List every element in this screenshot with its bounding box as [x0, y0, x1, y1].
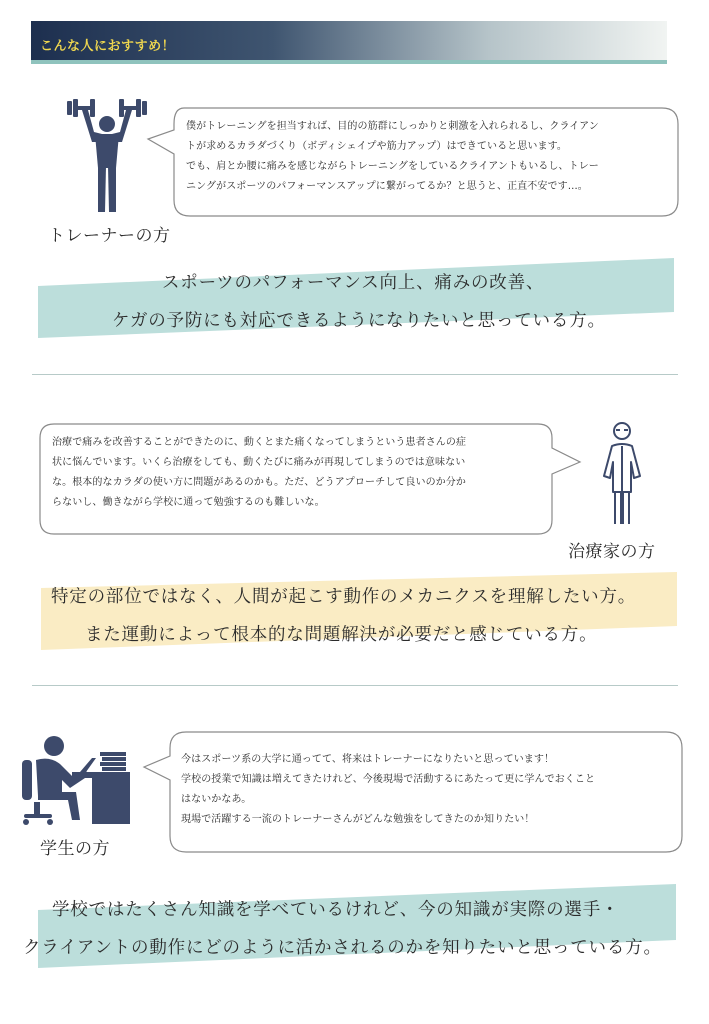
doctor-icon — [596, 418, 648, 528]
bubble-line: な。根本的なカラダの使い方に問題があるのかも。ただ、どうアプローチして良いのか分か — [52, 477, 466, 488]
trainer-label: トレーナーの方 — [48, 226, 171, 246]
bubble-line: 現場で活躍する一流のトレーナーさんがどんな勉強をしてきたのか知りたい！ — [181, 814, 535, 825]
bubble-line: トが求めるカラダづくり（ボディシェイプや筋力アップ）はできていると思います。 — [186, 141, 567, 152]
therapist-bubble-text — [52, 433, 466, 513]
bubble-line: らないし、働きながら学校に通って勉強するのも難しいな。 — [52, 497, 325, 508]
therapist-slogan-line: 特定の部位ではなく、人間が起こす動作のメカニクスを理解したい方。 — [51, 587, 637, 607]
therapist-slogan-line: また運動によって根本的な問題解決が必要だと感じている方。 — [85, 625, 598, 645]
bubble-line: 治療で痛みを改善することができたのに、動くとまた痛くなってしまうという患者さんの症 — [52, 437, 467, 448]
bubble-line: 状に悩んでいます。いくら治療をしても、動くたびに痛みが再現してしまうのでは意味ない — [52, 457, 466, 468]
weightlifter-icon — [64, 98, 150, 214]
bubble-line: はないかなあ。 — [181, 794, 252, 805]
bubble-line: 僕がトレーニングを担当すれば、目的の筋群にしっかりと刺激を入れられるし、クライアン — [186, 121, 599, 132]
student-label: 学生の方 — [40, 839, 110, 859]
bubble-line: でも、肩とか腰に痛みを感じながらトレーニングをしているクライアントもいるし、トレー — [186, 161, 599, 172]
trainer-bubble-text — [186, 117, 599, 197]
header-underline — [31, 60, 667, 64]
section-divider — [32, 685, 678, 686]
header-title: こんな人におすすめ！ — [40, 39, 176, 54]
therapist-label: 治療家の方 — [568, 542, 656, 562]
bubble-line: ニングがスポーツのパフォーマンスアップに繋がってるか？と思うと、正直不安です…。 — [186, 181, 588, 192]
student-slogan-line: クライアントの動作にどのように活かされるのかを知りたいと思っている方。 — [23, 938, 662, 958]
student-desk-icon — [20, 734, 132, 826]
bubble-line: 今はスポーツ系の大学に通ってて、将来はトレーナーになりたいと思っています！ — [181, 754, 555, 765]
trainer-slogan-line: ケガの予防にも対応できるようになりたいと思っている方。 — [112, 311, 606, 331]
student-slogan-line: 学校ではたくさん知識を学べているけれど、今の知識が実際の選手・ — [52, 900, 620, 920]
trainer-slogan-line: スポーツのパフォーマンス向上、痛みの改善、 — [162, 273, 545, 293]
section-divider — [32, 374, 678, 375]
student-bubble-text — [181, 750, 595, 830]
bubble-line: 学校の授業で知識は増えてきたけれど、今後現場で活動するにあたって更に学んでおくこと — [181, 774, 596, 785]
